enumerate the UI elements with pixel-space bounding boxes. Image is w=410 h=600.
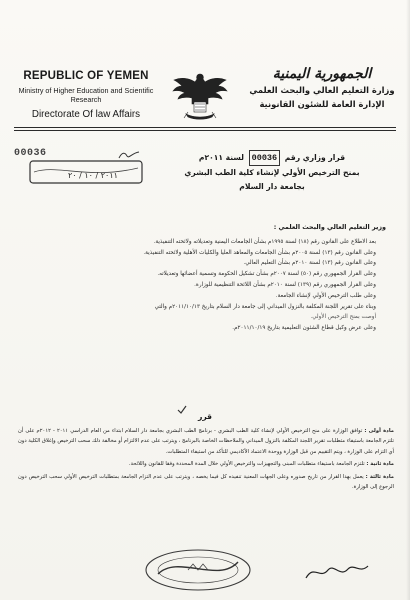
preamble-item: وعلى عرض وكيل قطاع الشئون التعليمية بتاريخ ٢٠١١/١٠/١٩م. bbox=[232, 325, 376, 332]
preamble-item: وعلى القرار الجمهوري رقم (٥٠) لسنة ٢٠٠٧م بشأن تشكيل الحكومة وتسمية أعضائها وتعديلاته. bbox=[157, 271, 376, 278]
preamble-item: أوصت بمنح الترخيص الأولي. bbox=[310, 314, 376, 321]
decision-number: 00036 bbox=[249, 150, 281, 166]
signature bbox=[302, 560, 372, 584]
minister-heading: وزير التعليم العالي والبحث العلمي : bbox=[273, 223, 386, 231]
articles bbox=[18, 426, 394, 494]
preamble bbox=[18, 222, 392, 334]
decision-heading-line bbox=[162, 150, 382, 166]
official-seal bbox=[138, 544, 258, 594]
decision-prefix: قرار وزاري رقم bbox=[284, 153, 346, 162]
article-label: مادة ثانية : bbox=[366, 461, 394, 468]
decides-heading: قرر bbox=[197, 412, 213, 421]
decision-university: بجامعة دار السلام bbox=[239, 182, 305, 191]
republic-name: REPUBLIC OF YEMEN bbox=[23, 70, 149, 82]
header-divider-thin bbox=[14, 130, 396, 131]
preamble-item: وعلى القانون رقم (١٣) لسنة ٢٠٠٥م بشأن الجامعات والمعاهد العليا والكليات الأهلية ولائحته التنفيذية. bbox=[143, 249, 376, 256]
scan-shadow bbox=[406, 0, 410, 600]
article-3 bbox=[18, 472, 394, 493]
stamp-date: ٢٠١١ / ١٠ / ٢٠ bbox=[68, 171, 118, 180]
preamble-item: وبناء على تقرير اللجنة المكلفة بالنزول الميداني إلى جامعة دار السلام بتاريخ ٢٠١١/١٠/١٣م والتي bbox=[154, 303, 376, 310]
preamble-item: وعلى طلب الترخيص الأولي لإنشاء الجامعة. bbox=[275, 292, 376, 299]
ministry-name: Ministry of Higher Education and Scientific Research bbox=[18, 86, 154, 104]
decision-subject: بمنح الترخيص الأولي لإنشاء كلية الطب البشري bbox=[184, 168, 360, 177]
preamble-item: بعد الاطلاع على القانون رقم (١٨) لسنة ١٩٩٥م بشأن الجامعات اليمنية وتعديلاته ولائحته التنفيذية. bbox=[153, 238, 376, 245]
received-stamp bbox=[28, 158, 144, 188]
ministry-name-arabic: وزارة التعليم العالي والبحث العلمي bbox=[249, 85, 395, 95]
article-label: مادة أولى : bbox=[364, 428, 395, 434]
article-2 bbox=[18, 459, 394, 469]
preamble-item: وعلى القرار الجمهوري رقم (١٣٩) لسنة ٢٠١٠م بشأن اللائحة التنظيمية للوزارة. bbox=[194, 281, 376, 288]
preamble-item: وعلى القانون رقم (١٣) لسنة ٢٠١٠م بشأن التعليم العالي. bbox=[243, 260, 376, 267]
article-text: توافق الوزارة على منح الترخيص الأولي لإنشاء كلية الطب البشري - برنامج الطب البشري بجامعة دار السلام ابتداء من العام الدراسي ٢٠١١ - ٢٠١٢م على أن تلتزم الجامعة باستيفاء متطلبات تقرير اللجنة المكلفة بالنزول الميداني والملاحظات الخاصة بالبرنامج ، ويترتب على عدم الالتزام أو مخالفة ذلك سحب الترخيص وإغلاق الكلية دون أي التزام على الوزارة ، ويتم التقييم من قبل الوزارة ووحدة الاعتماد الأكاديمي للتأكد من استيفاء المتطلبات. bbox=[18, 428, 394, 455]
header-divider bbox=[14, 127, 396, 128]
directorate-name-arabic: الإدارة العامة للشئون القانونية bbox=[259, 99, 385, 109]
article-1 bbox=[18, 426, 394, 457]
yemen-eagle-emblem-icon bbox=[168, 66, 232, 124]
republic-name-arabic: الجمهورية اليمنية bbox=[272, 66, 372, 82]
decision-year: لسنة ٢٠١١م bbox=[198, 153, 244, 162]
arabic-letterhead bbox=[242, 66, 402, 109]
article-label: مادة ثالثة : bbox=[365, 473, 394, 480]
english-letterhead bbox=[6, 70, 166, 120]
directorate-name: Directorate Of law Affairs bbox=[31, 109, 141, 120]
article-text: تلتزم الجامعة باستيفاء متطلبات المبنى والتجهيزات والترخيص الأولي خلال المدة المحددة وفقا للقانون واللائحة. bbox=[128, 461, 365, 468]
reference-number: 00036 bbox=[14, 148, 47, 159]
decision-title bbox=[162, 150, 382, 194]
article-text: يعمل بهذا القرار من تاريخ صدوره وعلى الجهات المعنية تنفيذه كل فيما يخصه ، ويترتب على عدم التزام الجامعة بمتطلبات الترخيص الأولي سحب الترخيص دون الرجوع إلى الوزارة. bbox=[18, 473, 394, 491]
